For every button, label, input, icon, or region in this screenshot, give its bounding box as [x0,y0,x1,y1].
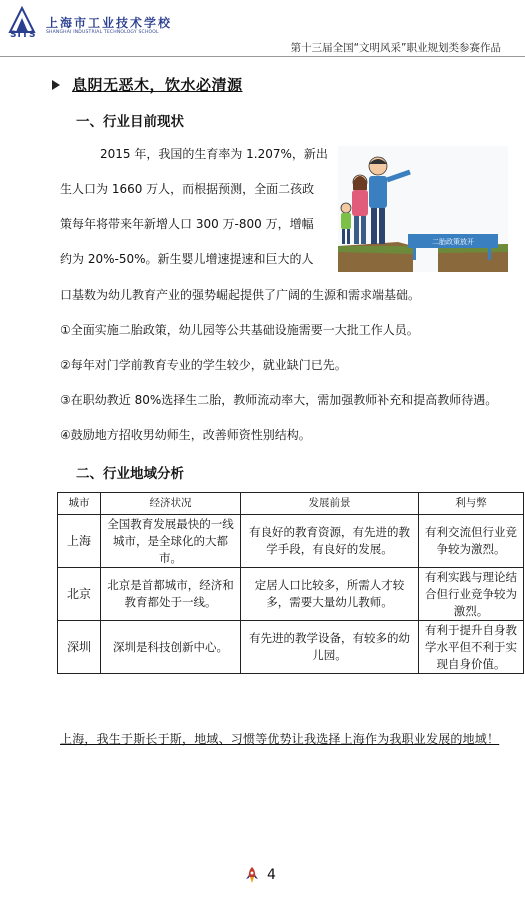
pros-cons-cell: 有利于提升自身教学水平但不利于实现自身价值。 [419,621,524,674]
city-cell: 北京 [58,568,101,621]
family-policy-illustration [338,146,508,272]
competition-title: 第十三届全国“文明风采”职业规划类参赛作品 [290,42,501,54]
column-header: 经济状况 [101,493,241,515]
column-header: 发展前景 [241,493,419,515]
point-item: ②每年对门学前教育专业的学生较少，就业缺门已先。 [60,358,347,372]
pros-cons-cell: 有利交流但行业竞争较为激烈。 [419,515,524,568]
page-number: 4 [267,867,276,883]
point-item: ①全面实施二胎政策，幼儿园等公共基础设施需要一大批工作人员。 [60,323,419,337]
arrow-bullet-icon [52,80,60,90]
pros-cons-cell: 有利实践与理论结合但行业竞争较为激烈。 [419,568,524,621]
economy-cell: 深圳是科技创新中心。 [101,621,241,674]
paragraph-line: 约为 20%-50%。新生婴儿增速提速和巨大的人 [60,252,314,266]
paragraph-line: 生人口为 1660 万人，而根据预测，全面二孩政 [60,182,315,196]
section2-heading: 二、行业地域分析 [76,466,184,482]
rocket-icon [245,866,259,884]
region-analysis-table [57,492,524,674]
prospect-cell: 有先进的教学设备，有较多的幼儿园。 [241,621,419,674]
school-name-en: SHANGHAI INDUSTRIAL TECHNOLOGY SCHOOL [46,30,159,35]
city-cell: 深圳 [58,621,101,674]
city-cell: 上海 [58,515,101,568]
sign-text: 二胎政策放开 [432,238,474,246]
point-item: ④鼓励地方招收男幼师生，改善师资性别结构。 [60,428,311,442]
main-title [52,74,243,95]
school-name-cn: 上海市工业技术学校 [46,16,173,30]
table-row [58,621,524,674]
paragraph-line: 2015 年，我国的生育率为 1.207%，新出 [100,147,328,161]
prospect-cell: 定居人口比较多，所需人才较多，需要大量幼儿教师。 [241,568,419,621]
school-abbr: SITS [10,30,37,40]
point-item: ③在职幼教近 80%选择生二胎，教师流动率大，需加强教师补充和提高教师待遇。 [60,393,498,407]
economy-cell: 北京是首都城市，经济和教育都处于一线。 [101,568,241,621]
page-footer [245,866,276,884]
table-row [58,515,524,568]
column-header: 利与弊 [419,493,524,515]
economy-cell: 全国教育发展最快的一线城市，是全球化的大都市。 [101,515,241,568]
paragraph-line: 口基数为幼儿教育产业的强势崛起提供了广阔的生源和需求端基础。 [60,288,421,302]
school-logo [8,6,173,40]
main-title-text: 息阴无恶木，饮水必清源 [72,76,243,94]
table-row [58,568,524,621]
prospect-cell: 有良好的教育资源，有先进的教学手段，有良好的发展。 [241,515,419,568]
conclusion-text: 上海，我生于斯长于斯，地域、习惯等优势让我选择上海作为我职业发展的地域！ [60,732,500,746]
header-divider [0,56,525,57]
column-header: 城市 [58,493,101,515]
section1-heading: 一、行业目前现状 [76,114,184,130]
table-header-row [58,493,524,515]
paragraph-line: 策每年将带来年新增人口 300 万-800 万，增幅 [60,217,314,231]
